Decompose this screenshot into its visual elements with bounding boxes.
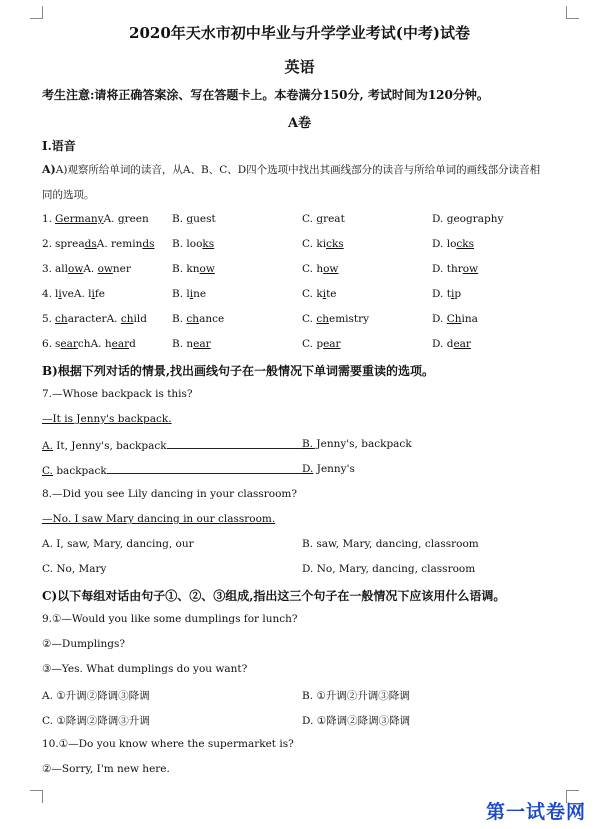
q7-option-c: C. backpack <box>42 463 310 477</box>
site-watermark: 第一试卷网 <box>486 801 587 823</box>
question-6-option-c: C. pear <box>302 338 341 350</box>
question-3-word-and-option-a: 3. allowA. owner <box>42 263 131 275</box>
question-2-option-c: C. kicks <box>302 238 344 250</box>
question-6-option-b: B. near <box>172 338 211 350</box>
question-2-option-b: B. looks <box>172 238 215 250</box>
subject-title: 英语 <box>284 58 315 76</box>
candidate-notice: 考生注意:请将正确答案涂、写在答题卡上。本卷满分150分, 考试时间为120分钟。 <box>42 88 489 102</box>
part-a-instruction: A)A)观察所给单词的读音，从A、B、C、D四个选项中找出其画线部分的读音与所给单词的画线部分读音相 <box>42 163 541 176</box>
q8-line2: —No. I saw Mary dancing in our classroom. <box>42 513 276 525</box>
q9-line3: ③—Yes. What dumplings do you want? <box>42 663 248 675</box>
question-5-option-b: B. chance <box>172 313 225 325</box>
q7-line1: 7.—Whose backpack is this? <box>42 388 193 400</box>
q9-option-c: C. ①降调②降调③升调 <box>42 715 150 727</box>
section-heading: I.语音 <box>42 139 76 153</box>
q8-option-a: A. I, saw, Mary, dancing, our <box>42 538 194 550</box>
q8-option-c: C. No, Mary <box>42 563 107 575</box>
q7-option-b: B. Jenny's, backpack <box>302 438 412 450</box>
question-3-option-d: D. throw <box>432 263 479 275</box>
question-6-word-and-option-a: 6. searchA. heard <box>42 338 136 350</box>
question-4-option-c: C. kite <box>302 288 337 300</box>
q9-option-a: A. ①升调②降调③降调 <box>42 690 150 702</box>
question-2-option-d: D. locks <box>432 238 475 250</box>
crop-mark-top-left <box>30 6 43 19</box>
exam-title: 2020年天水市初中毕业与升学学业考试(中考)试卷 <box>129 24 470 42</box>
question-3-option-c: C. how <box>302 263 339 275</box>
question-4-word-and-option-a: 4. liveA. life <box>42 288 105 300</box>
volume-label: A卷 <box>287 116 312 131</box>
q9-option-b: B. ①升调②升调③降调 <box>302 690 410 702</box>
q9-option-d: D. ①降调②降调③降调 <box>302 715 411 727</box>
crop-mark-bottom-left <box>30 790 43 803</box>
question-1-option-d: D. geography <box>432 213 504 225</box>
q7-option-d: D. Jenny's <box>302 463 355 475</box>
question-5-word-and-option-a: 5. characterA. child <box>42 313 147 325</box>
part-c-heading: C)以下每组对话由句子①、②、③组成,指出这三个句子在一般情况下应该用什么语调。 <box>42 589 506 603</box>
q7-option-a: A. It, Jenny's, backpack <box>42 438 315 452</box>
question-2-word-and-option-a: 2. spreadsA. reminds <box>42 238 155 250</box>
question-5-option-d: D. China <box>432 313 478 325</box>
question-4-option-b: B. line <box>172 288 207 300</box>
q8-line1: 8.—Did you see Lily dancing in your classroom? <box>42 488 297 500</box>
question-1-option-c: C. great <box>302 213 345 225</box>
question-1-option-b: B. guest <box>172 213 216 225</box>
answer-blank <box>167 438 315 449</box>
part-a-instruction-text: A)观察所给单词的读音，从A、B、C、D四个选项中找出其画线部分的读音与所给单词的画线部分读音相 <box>55 164 541 176</box>
question-3-option-b: B. know <box>172 263 215 275</box>
q10-line2: ②—Sorry, I'm new here. <box>42 763 170 775</box>
q7-line2: —It is Jenny's backpack. <box>42 413 172 425</box>
q9-line1: 9.①—Would you like some dumplings for lunch? <box>42 613 298 625</box>
q8-option-d: D. No, Mary, dancing, classroom <box>302 563 476 575</box>
question-4-option-d: D. tip <box>432 288 462 300</box>
part-a-instruction-cont: 同的选项。 <box>42 189 95 201</box>
q8-option-b: B. saw, Mary, dancing, classroom <box>302 538 479 550</box>
answer-blank <box>107 463 310 474</box>
question-6-option-d: D. dear <box>432 338 471 350</box>
crop-mark-top-right <box>566 6 579 19</box>
q9-line2: ②—Dumplings? <box>42 638 125 650</box>
question-1-word-and-option-a: 1. GermanyA. green <box>42 213 149 225</box>
question-5-option-c: C. chemistry <box>302 313 370 325</box>
part-b-heading: B)根据下列对话的情景,找出画线句子在一般情况下单词需要重读的选项。 <box>42 364 435 378</box>
q10-line1: 10.①—Do you know where the supermarket is? <box>42 738 294 750</box>
